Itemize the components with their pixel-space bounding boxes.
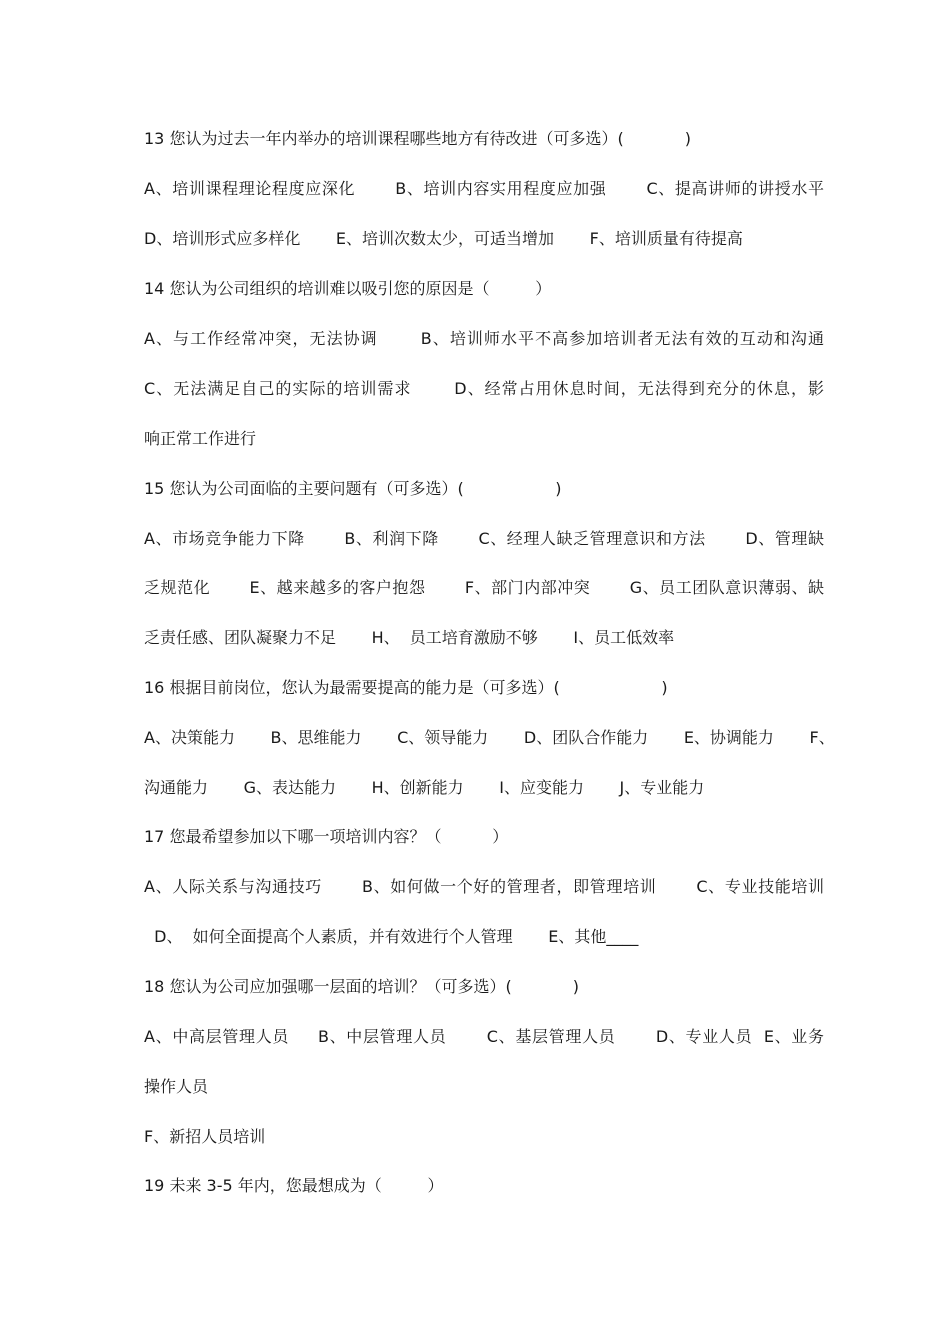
question-18-options-line-1: A、中高层管理人员 B、中层管理人员 C、基层管理人员 D、专业人员 E、业务 [144,1027,824,1046]
question-17: 17 您最希望参加以下哪一项培训内容？（ ） [144,827,509,846]
question-15-options-line-2: 乏规范化 E、越来越多的客户抱怨 F、部门内部冲突 G、员工团队意识薄弱、缺 [144,578,824,597]
question-14: 14 您认为公司组织的培训难以吸引您的原因是（ ） [144,279,552,298]
question-16: 16 根据目前岗位，您认为最需要提高的能力是（可多选）( ) [144,678,668,697]
question-15-options-line-3: 乏责任感、团队凝聚力不足 H、 员工培育激励不够 I、员工低效率 [144,628,675,647]
question-13-options-line-2: D、培训形式应多样化 E、培训次数太少，可适当增加 F、培训质量有待提高 [144,229,743,248]
question-15-options-line-1: A、市场竞争能力下降 B、利润下降 C、经理人缺乏管理意识和方法 D、管理缺 [144,529,824,548]
question-14-options-line-1: A、与工作经常冲突，无法协调 B、培训师水平不高参加培训者无法有效的互动和沟通 [144,329,824,348]
question-14-options-line-3: 响正常工作进行 [144,429,257,448]
question-17-options-line-1: A、人际关系与沟通技巧 B、如何做一个好的管理者，即管理培训 C、专业技能培训 [144,877,824,896]
question-16-options-line-1: A、决策能力 B、思维能力 C、领导能力 D、团队合作能力 E、协调能力 F、 [144,728,835,747]
question-18-options-line-3: F、新招人员培训 [144,1127,266,1146]
question-13-options-line-1: A、培训课程理论程度应深化 B、培训内容实用程度应加强 C、提高讲师的讲授水平 [144,179,824,198]
question-16-options-line-2: 沟通能力 G、表达能力 H、创新能力 I、应变能力 J、专业能力 [144,778,705,797]
question-14-options-line-2: C、无法满足自己的实际的培训需求 D、经常占用休息时间，无法得到充分的休息，影 [144,379,824,398]
question-13: 13 您认为过去一年内举办的培训课程哪些地方有待改进（可多选）( ) [144,129,691,148]
question-18: 18 您认为公司应加强哪一层面的培训？（可多选）( ) [144,977,579,996]
question-18-options-line-2: 操作人员 [144,1077,209,1096]
question-15: 15 您认为公司面临的主要问题有（可多选）( ) [144,479,562,498]
question-17-options-line-2: D、 如何全面提高个人素质，并有效进行个人管理 E、其他____ [144,927,639,946]
question-19: 19 未来 3-5 年内，您最想成为（ ） [144,1176,444,1195]
